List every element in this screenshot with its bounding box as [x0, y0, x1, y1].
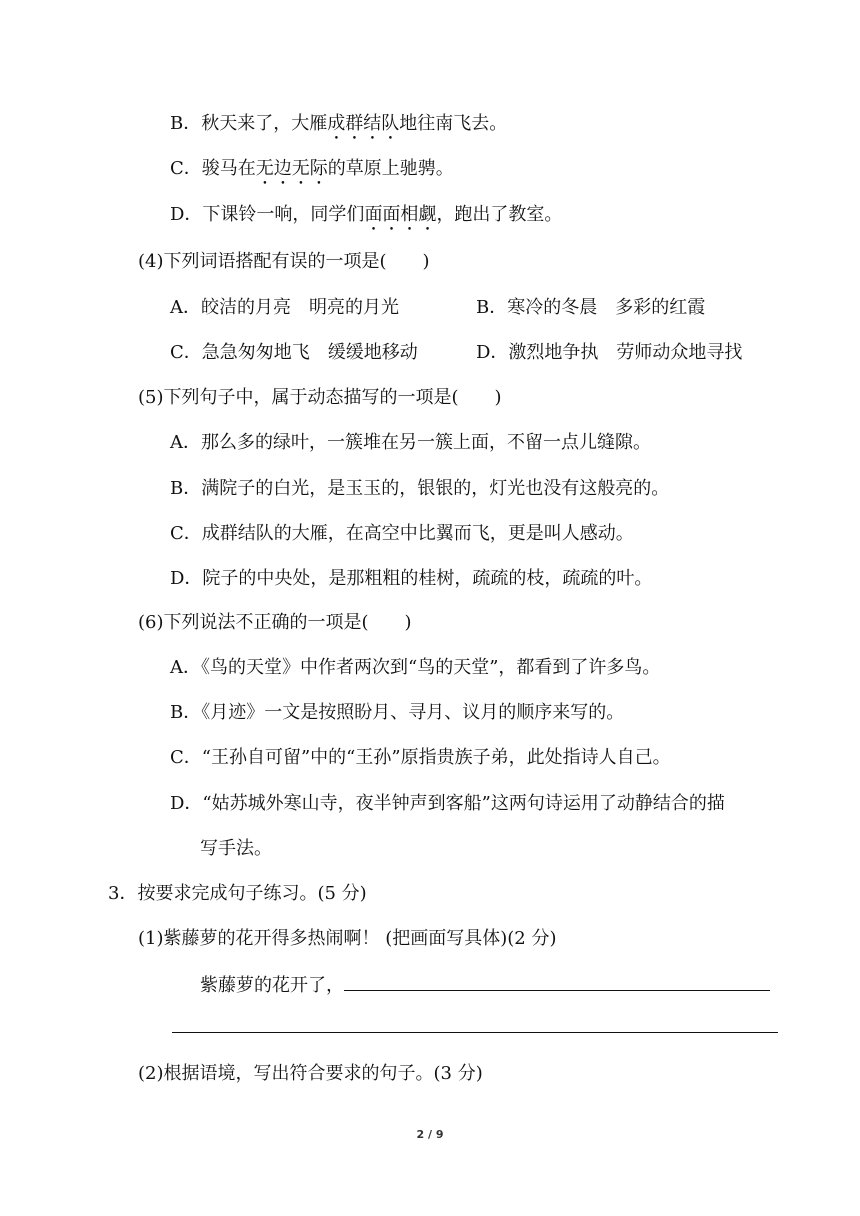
sub-question-2: (2)根据语境，写出符合要求的句子。(3 分) — [138, 1063, 483, 1084]
option-4-a: A．皎洁的月亮 明亮的月光 — [170, 297, 399, 318]
option-6-d-continued: 写手法。 — [200, 838, 272, 859]
emphasized-word: 面面相觑 — [364, 204, 437, 225]
option-5-d: D．院子的中央处，是那粗粗的桂树，疏疏的枝，疏疏的叶。 — [170, 568, 653, 589]
option-6-a: A．《鸟的天堂》中作者两次到“鸟的天堂”，都看到了许多鸟。 — [170, 657, 661, 678]
emphasized-word: 成群结队 — [327, 113, 400, 134]
option-4-c: C．急急匆匆地飞 缓缓地移动 — [170, 342, 418, 363]
answer-blank[interactable] — [344, 972, 770, 991]
option-5-a: A．那么多的绿叶，一簇堆在另一簇上面，不留一点儿缝隙。 — [170, 432, 651, 453]
question-4-stem: (4)下列词语搭配有误的一项是( ) — [138, 251, 430, 272]
option-6-b: B．《月迹》一文是按照盼月、寻月、议月的顺序来写的。 — [170, 702, 625, 723]
question-3-title: 3．按要求完成句子练习。(5 分) — [108, 883, 367, 904]
option-4-b: B．寒冷的冬晨 多彩的红霞 — [476, 297, 706, 318]
answer-line-1: 紫藤萝的花开了， — [200, 972, 770, 998]
option-5-c: C．成群结队的大雁，在高空中比翼而飞，更是叫人感动。 — [170, 523, 634, 544]
option-6-d: D．“姑苏城外寒山寺，夜半钟声到客船”这两句诗运用了动静结合的描 — [170, 793, 725, 814]
option-3-d: D．下课铃一响，同学们面面相觑，跑出了教室。 — [170, 204, 563, 225]
answer-blank-line-2[interactable] — [172, 1032, 778, 1033]
question-5-stem: (5)下列句子中，属于动态描写的一项是( ) — [138, 387, 502, 408]
option-3-c: C．骏马在无边无际的草原上驰骋。 — [170, 158, 454, 179]
option-3-b: B．秋天来了，大雁成群结队地往南飞去。 — [170, 113, 508, 134]
emphasized-word: 无边无际 — [255, 158, 328, 179]
option-5-b: B．满院子的白光，是玉玉的，银银的，灯光也没有这般亮的。 — [170, 478, 670, 499]
sub-question-1: (1)紫藤萝的花开得多热闹啊！ (把画面写具体)(2 分) — [138, 928, 557, 949]
page-number: 2 / 9 — [416, 1128, 444, 1141]
question-6-stem: (6)下列说法不正确的一项是( ) — [138, 612, 412, 633]
option-6-c: C．“王孙自可留”中的“王孙”原指贵族子弟，此处指诗人自己。 — [170, 747, 671, 768]
option-4-d: D．激烈地争执 劳师动众地寻找 — [476, 342, 743, 363]
